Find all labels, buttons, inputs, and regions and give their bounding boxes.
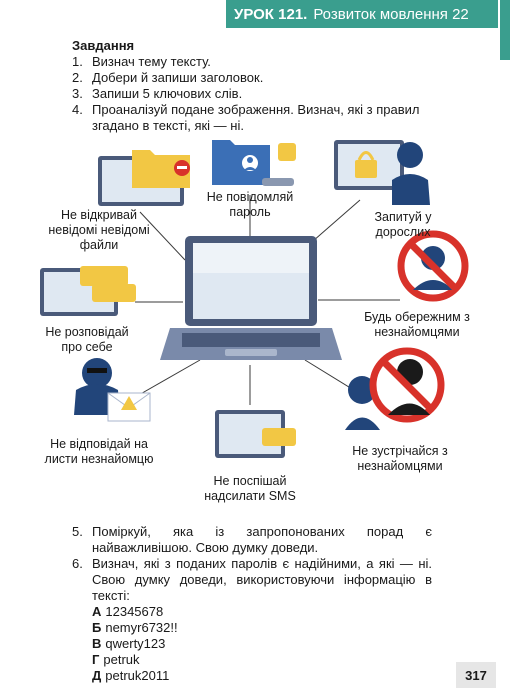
bottom-tasks <box>72 524 432 684</box>
task-num: 2. <box>72 70 83 85</box>
task-num: 1. <box>72 54 83 69</box>
chat-monitor-icon <box>40 266 136 316</box>
password-item <box>92 652 432 668</box>
lock-adult-icon <box>334 140 430 205</box>
password-value: qwerty123 <box>105 636 166 651</box>
task-text: Добери й запиши заголовок. <box>92 70 264 85</box>
label-no-open-files: Не відкривай невідомі невідомі файли <box>48 208 150 252</box>
password-item <box>92 604 432 620</box>
password-letter: В <box>92 636 102 651</box>
task-text: Проаналізуй подане зображення. Визнач, які з правил згадано в тексті, які — ні. <box>92 102 420 133</box>
task-num: 5. <box>72 524 83 539</box>
task-text: Поміркуй, яка із запропонованих порад є найважливішою. Свою думку доведи. <box>92 524 432 555</box>
laptop-icon <box>160 236 342 360</box>
sms-monitor-icon <box>215 410 296 458</box>
task-text: Визнач, які з поданих паролів є надійними, а які — ні. Свою думку доведи, використовуючи інформацію в тексті: <box>92 556 432 603</box>
password-item <box>92 636 432 652</box>
label-careful-strangers: Будь обережним з незнайомцями <box>364 310 470 339</box>
label-no-share-password: Не повідомляй пароль <box>206 190 294 219</box>
label-ask-adults: Запитуй у дорослих <box>374 210 432 239</box>
password-value: petruk <box>103 652 140 667</box>
password-folder-icon <box>212 140 296 186</box>
task-item <box>72 524 432 556</box>
task-num: 6. <box>72 556 83 571</box>
password-value: petruk2011 <box>105 668 170 683</box>
password-letter: Д <box>92 668 102 683</box>
password-letter: А <box>92 604 102 619</box>
task-num: 3. <box>72 86 83 101</box>
meeting-prohibited-icon <box>345 351 441 430</box>
label-no-tell-about-self: Не розповідай про себе <box>45 325 129 354</box>
password-value: nemyr6732!! <box>105 620 178 635</box>
lesson-topic: Розвиток мовлення 22 <box>313 5 469 23</box>
folder-monitor-icon <box>98 150 190 206</box>
task-text: Запиши 5 ключових слів. <box>92 86 243 101</box>
lesson-number: УРОК 121. <box>234 5 308 23</box>
label-no-reply-letters: Не відповідай на листи незнайомцю <box>44 437 154 466</box>
task-num: 4. <box>72 102 83 117</box>
page-number: 317 <box>456 662 496 688</box>
label-no-rush-sms: Не поспішай надсилати SMS <box>204 474 296 503</box>
password-item <box>92 620 432 636</box>
task-text: Визнач тему тексту. <box>92 54 211 69</box>
stranger-prohibited-icon <box>401 234 465 298</box>
task-item <box>72 556 432 604</box>
password-letter: Б <box>92 620 102 635</box>
tasks-title: Завдання <box>72 38 135 53</box>
password-list <box>72 604 432 684</box>
password-value: 12345678 <box>105 604 164 619</box>
password-item <box>92 668 432 684</box>
label-no-meet-strangers: Не зустрічайся з незнайомцями <box>352 444 448 473</box>
password-letter: Г <box>92 652 100 667</box>
hacker-letter-icon <box>74 358 150 421</box>
